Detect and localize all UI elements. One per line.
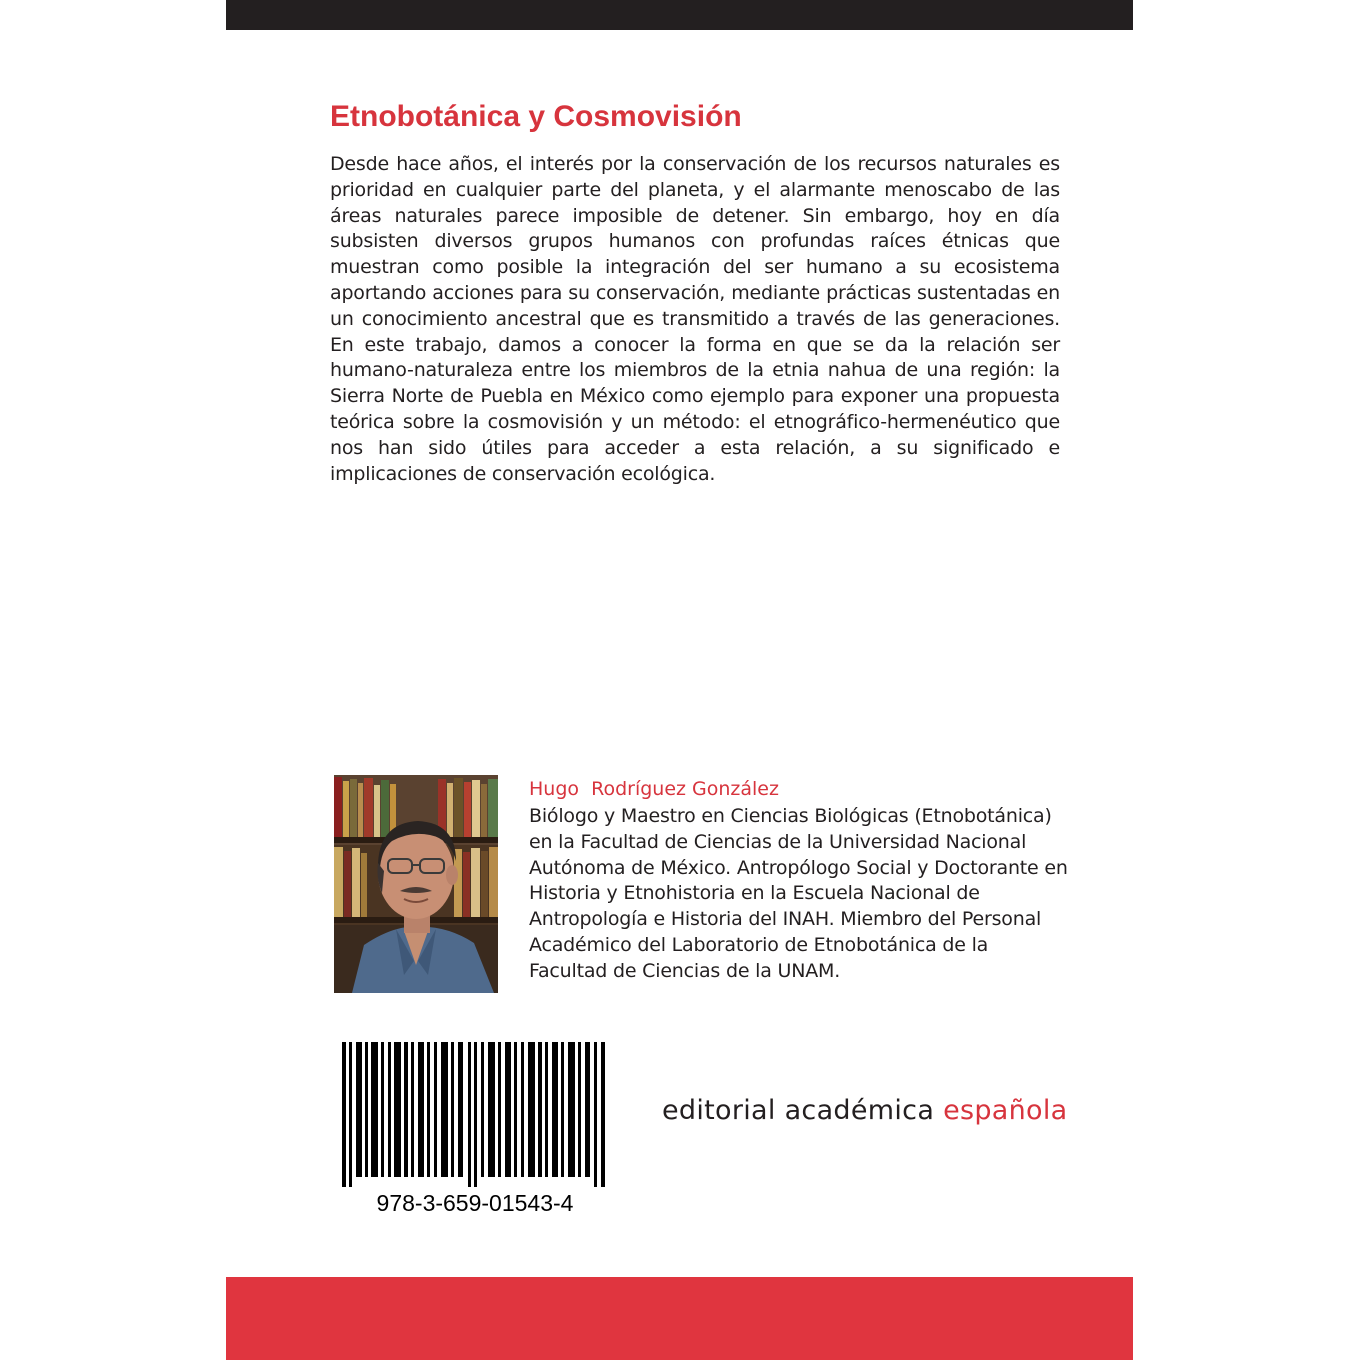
author-photo — [334, 775, 498, 993]
publisher-name-main: editorial académica — [662, 1095, 935, 1126]
isbn-barcode — [342, 1042, 608, 1187]
top-color-band — [226, 0, 1133, 30]
author-bio: Biólogo y Maestro en Ciencias Biológicas (Etnobotánica) en la Facultad de Ciencias de la Universidad Nacional Autónoma de México. Antropólogo Social y Doctorante en Historia y Etnohistoria en la Escuela Nacional de Antropología e Historia del INAH. Miembro del Personal Académico del Laboratorio de Etnobotánica de la Facultad de Ciencias de la UNAM. — [529, 805, 1068, 982]
book-title: Etnobotánica y Cosmovisión — [330, 100, 742, 133]
book-description: Desde hace años, el interés por la conservación de los recursos naturales es prioridad en cualquier parte del planeta, y el alarmante menoscabo de las áreas naturales parece imposible de detener. Sin embargo, hoy en día subsisten diversos grupos humanos con profundas raíces étnicas que muestran como posible la integración del ser humano a su ecosistema aportando acciones para su conservación, mediante prácticas sustentadas en un conocimiento ancestral que es transmitido a través de las generaciones. En este trabajo, damos a conocer la forma en que se da la relación ser humano-naturaleza entre los miembros de la etnia nahua de una región: la Sierra Norte de Puebla en México como ejemplo para exponer una propuesta teórica sobre la cosmovisión y un método: el etnográfico-hermenéutico que nos han sido útiles para acceder a esta relación, a su significado e implicaciones de conservación ecológica. — [330, 153, 1060, 485]
publisher-name-accent: española — [943, 1095, 1068, 1126]
bottom-color-band — [226, 1277, 1133, 1360]
author-name: Hugo Rodríguez González — [529, 778, 779, 800]
publisher-logo — [662, 1095, 1068, 1126]
isbn-number: 978-3-659-01543-4 — [376, 1190, 574, 1216]
